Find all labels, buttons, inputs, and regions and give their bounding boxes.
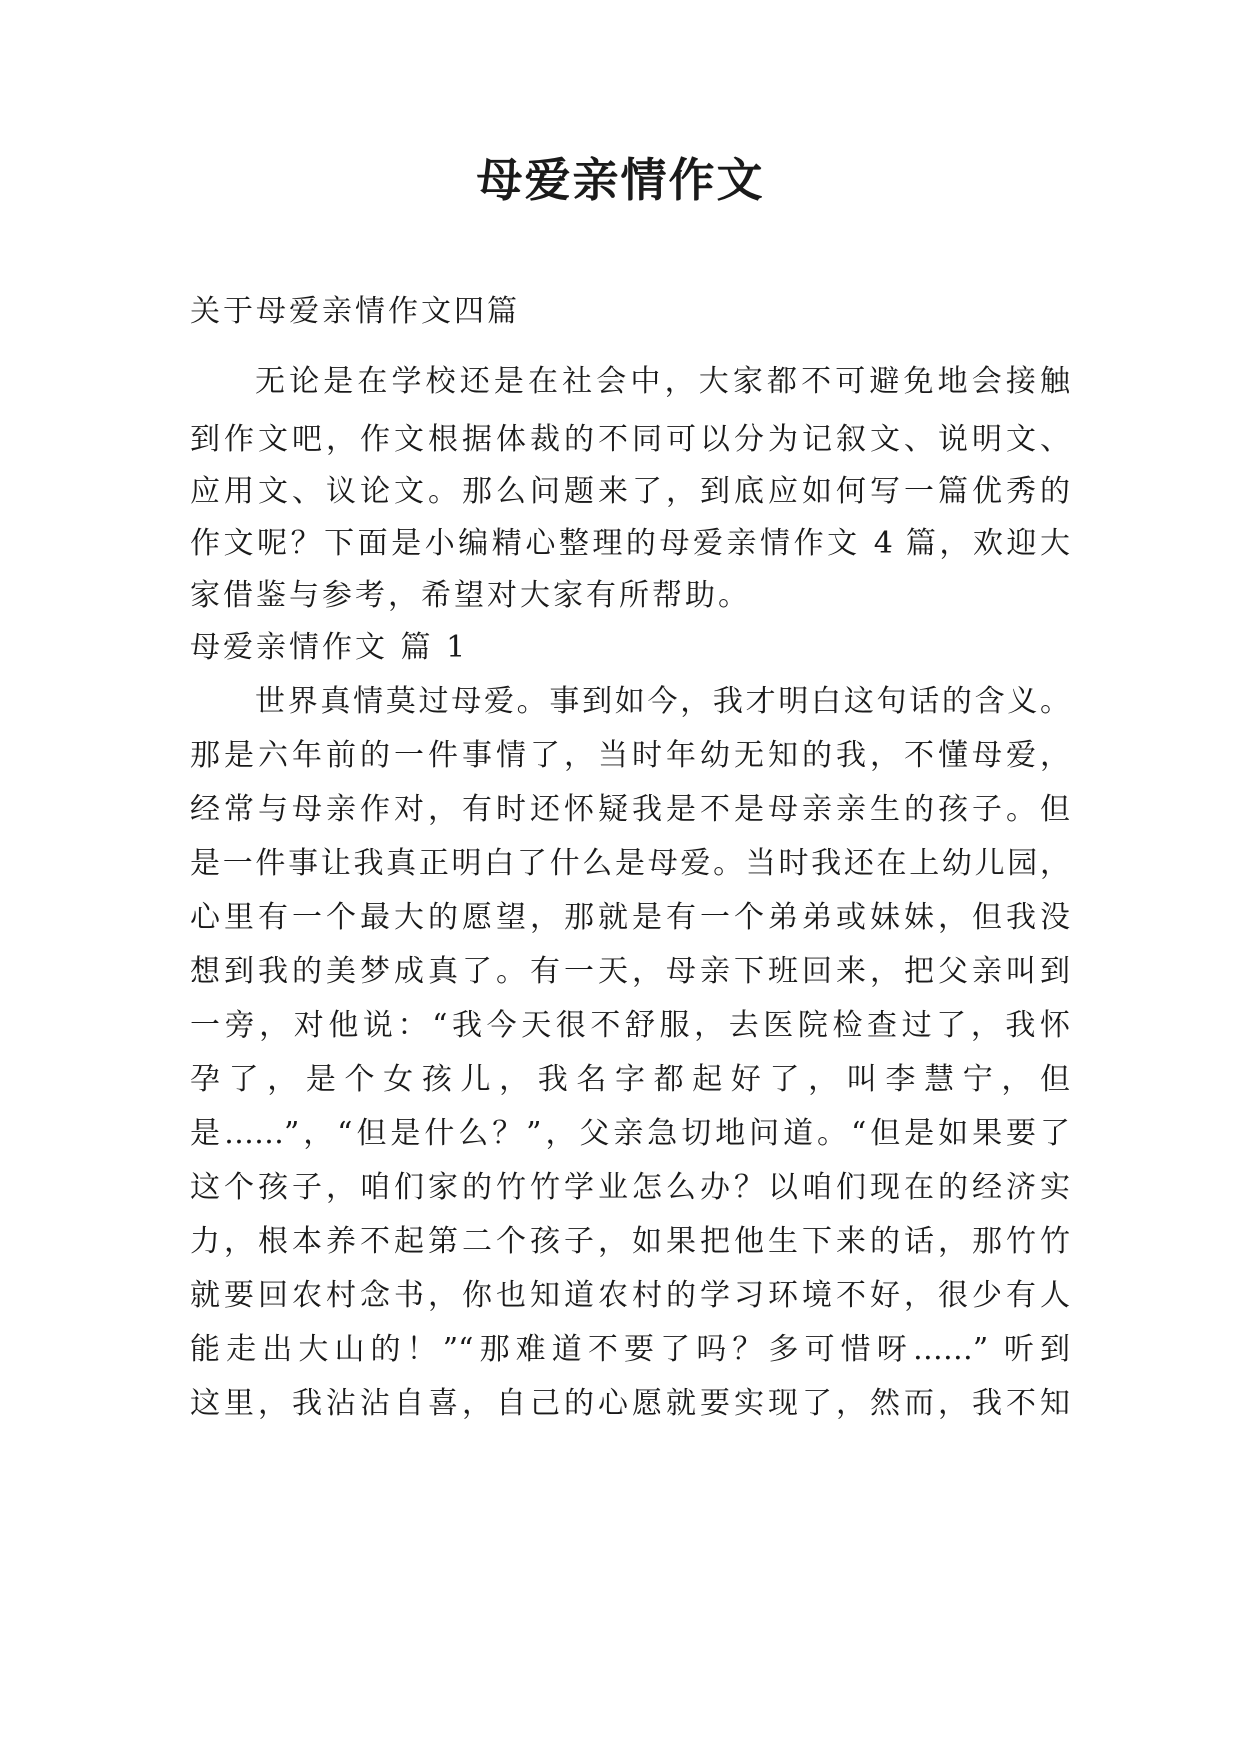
body-line: 这里，我沾沾自喜，自己的心愿就要实现了，然而，我不知 [190,1386,1070,1421]
document-subtitle: 关于母爱亲情作文四篇 [190,294,520,329]
body-line: 力，根本养不起第二个孩子，如果把他生下来的话，那竹竹 [190,1224,1070,1259]
body-line: 孕了，是个女孩儿，我名字都起好了，叫李慧宁，但 [190,1062,1070,1097]
body-line: 能走出大山的！”“那难道不要了吗？多可惜呀……” 听到 [190,1332,1070,1367]
intro-line: 到作文吧，作文根据体裁的不同可以分为记叙文、说明文、 [190,422,1070,457]
body-line: 世界真情莫过母爱。事到如今，我才明白这句话的含义。 [255,684,1070,719]
intro-line: 无论是在学校还是在社会中，大家都不可避免地会接触 [255,364,1070,399]
body-line: 这个孩子，咱们家的竹竹学业怎么办？以咱们现在的经济实 [190,1170,1070,1205]
body-line: 心里有一个最大的愿望，那就是有一个弟弟或妹妹，但我没 [190,900,1070,935]
section-heading: 母爱亲情作文 篇 1 [190,630,469,665]
intro-line: 应用文、议论文。那么问题来了，到底应如何写一篇优秀的 [190,474,1070,509]
body-line: 那是六年前的一件事情了，当时年幼无知的我，不懂母爱， [190,738,1070,773]
body-line: 是……”，“但是什么？”，父亲急切地问道。“但是如果要了 [190,1116,1070,1151]
intro-line: 作文呢？下面是小编精心整理的母爱亲情作文 4 篇，欢迎大 [190,526,1070,561]
body-line: 经常与母亲作对，有时还怀疑我是不是母亲亲生的孩子。但 [190,792,1070,827]
body-line: 想到我的美梦成真了。有一天，母亲下班回来，把父亲叫到 [190,954,1070,989]
intro-line: 家借鉴与参考，希望对大家有所帮助。 [190,578,751,613]
body-line: 一旁，对他说：“我今天很不舒服，去医院检查过了，我怀 [190,1008,1070,1043]
document-title: 母爱亲情作文 [476,153,765,207]
body-line: 是一件事让我真正明白了什么是母爱。当时我还在上幼儿园， [190,846,1070,881]
body-line: 就要回农村念书，你也知道农村的学习环境不好，很少有人 [190,1278,1070,1313]
